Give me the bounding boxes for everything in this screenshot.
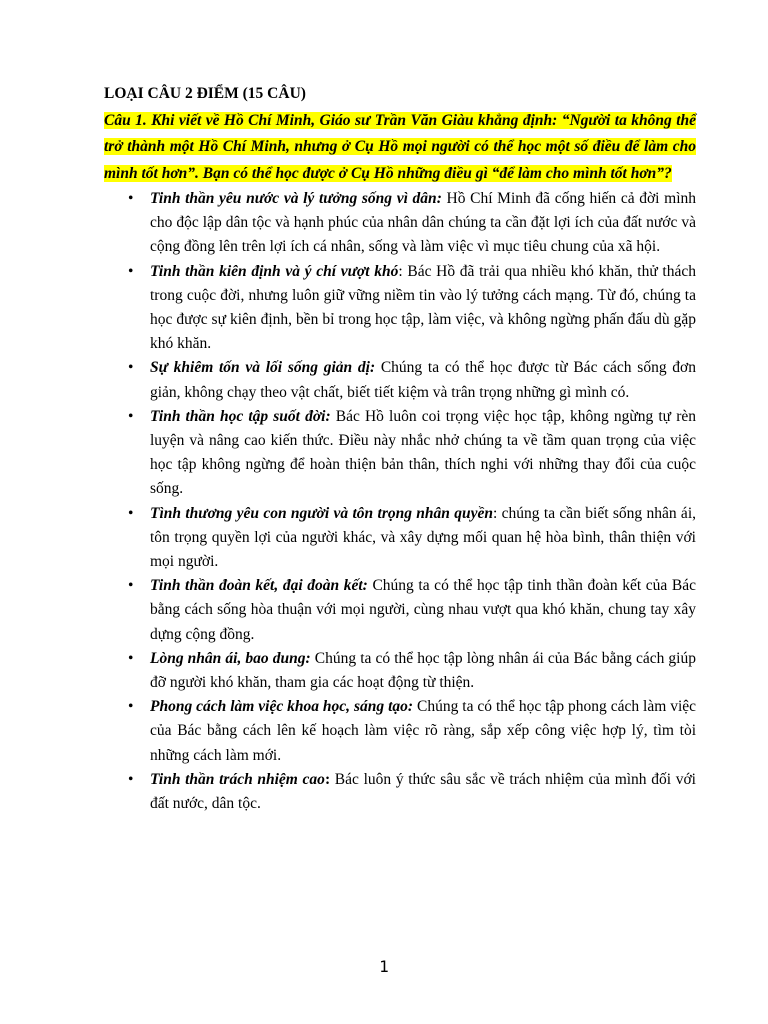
bullet-text: Bác luôn ý thức sâu sắc về trách nhiệm của mình đối với đất nước, dân tộc. <box>150 770 696 812</box>
bullet-term-separator: : <box>436 189 442 207</box>
answer-bullet-list <box>104 187 696 816</box>
bullet-icon: • <box>128 698 134 716</box>
bullet-term: Phong cách làm việc khoa học, sáng tạo: <box>150 698 414 716</box>
bullet-term-separator: : <box>369 359 376 377</box>
bullet-term-separator: : <box>493 504 498 522</box>
bullet-item <box>104 260 696 357</box>
bullet-term: Tình thương yêu con người và tôn trọng nhân quyền <box>150 504 494 522</box>
bullet-term-separator: : <box>324 770 331 788</box>
bullet-term: Sự khiêm tốn và lối sống giản dị <box>150 359 370 377</box>
bullet-item <box>104 695 696 768</box>
bullet-item <box>104 574 696 647</box>
bullet-text: Chúng ta có thể học được từ Bác cách sống đơn giản, không chạy theo vật chất, biết tiết kiệm và trân trọng những gì mình có. <box>150 359 696 401</box>
section-title: LOẠI CÂU 2 ĐIỂM (15 CÂU) <box>104 85 306 102</box>
bullet-text: Bác Hồ luôn coi trọng việc học tập, không ngừng tự rèn luyện và nâng cao kiến thức. Điều này nhắc nhở chúng ta về tầm quan trọng của việc học tập không ngừng để hoàn thiện bản thân, thích nghi với những thay đổi của cuộc sống. <box>150 407 696 498</box>
bullet-item <box>104 768 696 816</box>
bullet-icon: • <box>128 189 134 207</box>
bullet-item <box>104 405 696 502</box>
bullet-icon: • <box>128 407 134 425</box>
bullet-icon: • <box>128 577 134 595</box>
bullet-icon: • <box>128 359 134 377</box>
bullet-text: Chúng ta có thể học tập tinh thần đoàn kết của Bác bằng cách sống hòa thuận với mọi người, cùng nhau vượt qua khó khăn, chung tay xây dựng cộng đồng. <box>150 577 696 643</box>
bullet-term-separator: : <box>398 262 403 280</box>
bullet-item <box>104 187 696 260</box>
bullet-term: Tinh thần trách nhiệm cao <box>150 770 325 788</box>
bullet-item <box>104 502 696 575</box>
question-text-highlighted: Câu 1. Khi viết về Hồ Chí Minh, Giáo sư Trần Văn Giàu khẳng định: “Người ta không thể trở thành một Hồ Chí Minh, nhưng ở Cụ Hồ mọi người có thể học một số điều để làm cho mình tốt hơn”. Bạn có thể học được ở Cụ Hồ những điều gì “để làm cho mình tốt hơn”? <box>104 112 696 182</box>
page-content <box>104 84 696 816</box>
page-number: 1 <box>379 957 389 976</box>
bullet-item <box>104 647 696 695</box>
bullet-text: Hồ Chí Minh đã cống hiến cả đời mình cho độc lập dân tộc và hạnh phúc của nhân dân chúng ta cần đặt lợi ích của đất nước và cộng đồng lên trên lợi ích cá nhân, sống và làm việc vì mục tiêu chung của xã hội. <box>150 189 697 256</box>
bullet-item <box>104 356 696 404</box>
bullet-text: Chúng ta có thể học tập phong cách làm việc của Bác bằng cách lên kế hoạch làm việc rõ ràng, sắp xếp công việc hợp lý, tìm tòi những cách làm mới. <box>150 698 697 764</box>
bullet-term: Tinh thần đoàn kết, đại đoàn kết: <box>150 577 368 595</box>
bullet-text: Bác Hồ đã trải qua nhiều khó khăn, thử thách trong cuộc đời, nhưng luôn giữ vững niềm tin vào lý tưởng cách mạng. Từ đó, chúng ta học được sự kiên định, bền bỉ trong học tập, làm việc, và không ngừng phấn đấu dù gặp khó khăn. <box>150 262 696 353</box>
bullet-term: Lòng nhân ái, bao dung: <box>150 649 311 667</box>
bullet-term: Tinh thần học tập suốt đời <box>150 407 326 425</box>
bullet-term: Tinh thần yêu nước và lý tưởng sống vì dân <box>150 189 437 207</box>
bullet-term-separator: : <box>325 407 331 425</box>
bullet-text: chúng ta cần biết sống nhân ái, tôn trọng quyền lợi của người khác, và xây dựng mối quan hệ hòa bình, thân thiện với mọi người. <box>150 504 696 570</box>
bullet-text: Chúng ta có thể học tập lòng nhân ái của Bác bằng cách giúp đỡ người khó khăn, tham gia các hoạt động từ thiện. <box>150 649 696 691</box>
bullet-icon: • <box>128 504 134 522</box>
bullet-icon: • <box>128 649 134 667</box>
bullet-icon: • <box>128 770 134 788</box>
question-paragraph <box>104 108 696 187</box>
bullet-term: Tinh thần kiên định và ý chí vượt khó <box>150 262 399 280</box>
bullet-icon: • <box>128 262 134 280</box>
